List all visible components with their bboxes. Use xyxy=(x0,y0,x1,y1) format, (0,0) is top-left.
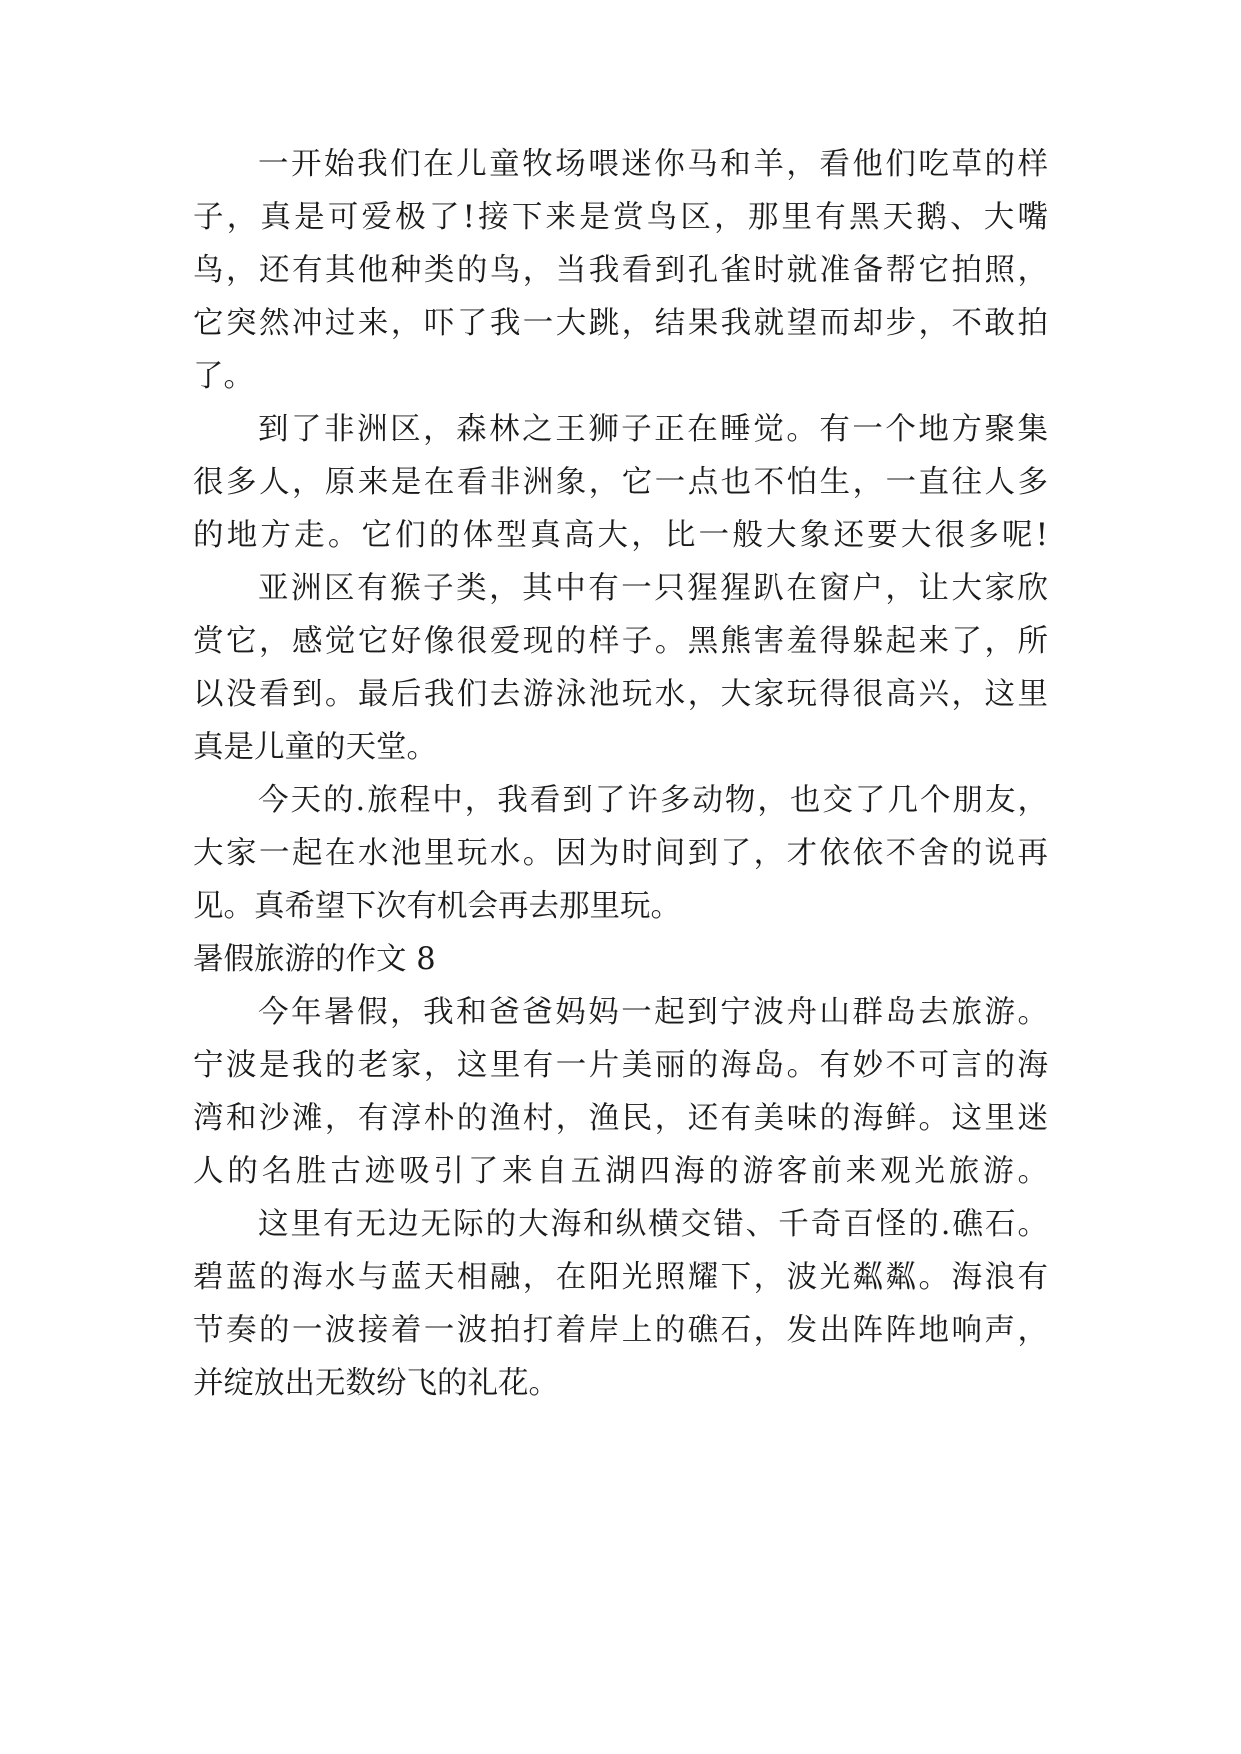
paragraph-5-line-1: 今年暑假，我和爸爸妈妈一起到宁波舟山群岛去旅游。 xyxy=(258,995,1048,1030)
paragraph-2-line-2: 很多人，原来是在看非洲象，它一点也不怕生，一直往人多 xyxy=(193,465,1048,500)
paragraph-4-line-1: 今天的.旅程中，我看到了许多动物，也交了几个朋友， xyxy=(258,783,1048,818)
paragraph-2-line-1: 到了非洲区，森林之王狮子正在睡觉。有一个地方聚集 xyxy=(258,412,1048,447)
paragraph-1-line-5: 了。 xyxy=(193,359,254,394)
paragraph-4-line-3: 见。真希望下次有机会再去那里玩。 xyxy=(193,889,681,924)
paragraph-6-line-4: 并绽放出无数纷飞的礼花。 xyxy=(193,1366,559,1401)
paragraph-5-line-2: 宁波是我的老家，这里有一片美丽的海岛。有妙不可言的海 xyxy=(193,1048,1048,1083)
paragraph-1-line-3: 鸟，还有其他种类的鸟，当我看到孔雀时就准备帮它拍照， xyxy=(193,253,1048,288)
paragraph-4-line-2: 大家一起在水池里玩水。因为时间到了，才依依不舍的说再 xyxy=(193,836,1048,871)
paragraph-2-line-3: 的地方走。它们的体型真高大，比一般大象还要大很多呢! xyxy=(193,518,1048,553)
paragraph-3-line-2: 赏它，感觉它好像很爱现的样子。黑熊害羞得躲起来了，所 xyxy=(193,624,1048,659)
paragraph-6-line-3: 节奏的一波接着一波拍打着岸上的礁石，发出阵阵地响声， xyxy=(193,1313,1048,1348)
paragraph-3-line-3: 以没看到。最后我们去游泳池玩水，大家玩得很高兴，这里 xyxy=(193,677,1048,712)
paragraph-1-line-2: 子，真是可爱极了!接下来是赏鸟区，那里有黑天鹅、大嘴 xyxy=(193,200,1048,235)
paragraph-6-line-2: 碧蓝的海水与蓝天相融，在阳光照耀下，波光粼粼。海浪有 xyxy=(193,1260,1048,1295)
paragraph-6-line-1: 这里有无边无际的大海和纵横交错、千奇百怪的.礁石。 xyxy=(258,1207,1048,1242)
paragraph-3-line-4: 真是儿童的天堂。 xyxy=(193,730,437,765)
paragraph-5-line-4: 人的名胜古迹吸引了来自五湖四海的游客前来观光旅游。 xyxy=(193,1154,1048,1189)
paragraph-1-line-1: 一开始我们在儿童牧场喂迷你马和羊，看他们吃草的样 xyxy=(258,147,1048,182)
paragraph-1-line-4: 它突然冲过来，吓了我一大跳，结果我就望而却步，不敢拍 xyxy=(193,306,1048,341)
paragraph-3-line-1: 亚洲区有猴子类，其中有一只猩猩趴在窗户，让大家欣 xyxy=(258,571,1048,606)
section-heading: 暑假旅游的作文 8 xyxy=(193,942,436,977)
paragraph-5-line-3: 湾和沙滩，有淳朴的渔村，渔民，还有美味的海鲜。这里迷 xyxy=(193,1101,1048,1136)
